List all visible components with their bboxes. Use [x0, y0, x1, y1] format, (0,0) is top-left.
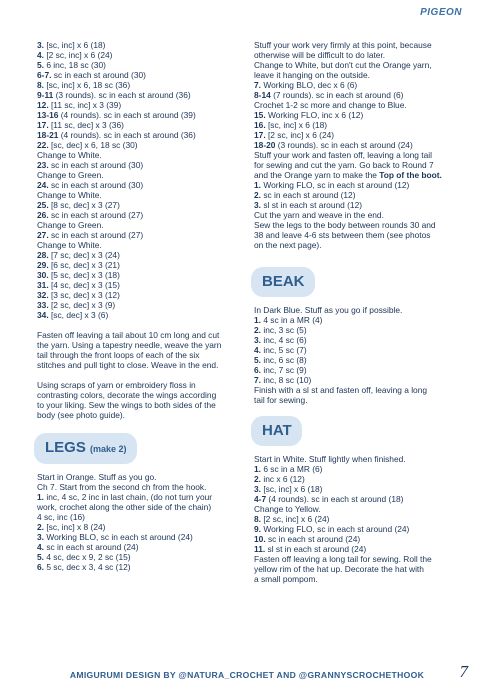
- round-number: 31.: [37, 280, 49, 290]
- round-text: (4 rounds). sc in each st around (39): [58, 110, 196, 120]
- round-text: Start in Orange. Stuff as you go.: [37, 472, 157, 482]
- instruction-line: [254, 484, 459, 494]
- left-column: [37, 40, 240, 572]
- round-text: sc in each st around (24): [265, 534, 361, 544]
- legs-heading: [34, 433, 137, 464]
- round-text: [11 sc, dec] x 3 (36): [48, 120, 124, 130]
- round-number: 27.: [37, 230, 49, 240]
- instruction-line: [37, 280, 240, 290]
- round-number: 16.: [254, 120, 266, 130]
- instruction-line: [37, 160, 240, 170]
- instruction-line: [254, 494, 459, 504]
- round-number: 10.: [254, 534, 266, 544]
- instruction-line: [37, 310, 240, 320]
- round-text: sl st in each st around (24): [265, 544, 367, 554]
- round-text: inc, 3 sc (5): [261, 325, 307, 335]
- round-text: [sc, inc] x 6 (18): [265, 120, 328, 130]
- instruction-line: [254, 524, 459, 534]
- round-number: 29.: [37, 260, 49, 270]
- round-text: Sew the legs to the body between rounds 30 and: [254, 220, 436, 230]
- instruction-line: [37, 260, 240, 270]
- instruction-line: [254, 230, 459, 240]
- round-text: [2 sc, inc] x 6 (24): [261, 514, 330, 524]
- round-text: Change to Green.: [37, 220, 104, 230]
- round-number: 7.: [254, 375, 261, 385]
- round-number: 8-14: [254, 90, 271, 100]
- instruction-line: [37, 562, 240, 572]
- round-number: 4.: [37, 50, 44, 60]
- instruction-line: [254, 70, 459, 80]
- round-text: sl st in each st around (12): [261, 200, 363, 210]
- round-text: Stuff your work very firmly at this point, because: [254, 40, 432, 50]
- instruction-line: [37, 482, 240, 492]
- instruction-line: [37, 270, 240, 280]
- instruction-line: [254, 544, 459, 554]
- round-text: [8 sc, dec] x 3 (27): [48, 200, 120, 210]
- round-number: 3.: [254, 335, 261, 345]
- round-number: 3.: [37, 40, 44, 50]
- instruction-line: [254, 574, 459, 584]
- round-text: [2 sc, inc] x 6 (24): [265, 130, 335, 140]
- right-column: [254, 40, 459, 584]
- round-text: Cut the yarn and weave in the end.: [254, 210, 384, 220]
- round-text: Change to Yellow.: [254, 504, 321, 514]
- legs-title: LEGS: [45, 439, 86, 456]
- instruction-line: [254, 220, 459, 230]
- round-text: inc, 5 sc (7): [261, 345, 307, 355]
- round-number: 6.: [37, 562, 44, 572]
- round-text: 6 sc in a MR (6): [261, 464, 323, 474]
- instruction-line: [254, 305, 459, 315]
- round-text: inc, 4 sc, 2 inc in last chain, (do not turn your: [44, 492, 213, 502]
- instruction-line: [37, 250, 240, 260]
- round-text: [sc, inc] x 6, 18 sc (36): [44, 80, 131, 90]
- instruction-line: [254, 335, 459, 345]
- instruction-line: [254, 180, 459, 190]
- round-text: [2 sc, inc] x 6 (24): [44, 50, 113, 60]
- round-text: Crochet 1-2 sc more and change to Blue.: [254, 100, 407, 110]
- round-number: 8.: [254, 514, 261, 524]
- round-number: 1.: [254, 315, 261, 325]
- round-text: [2 sc, dec] x 3 (9): [48, 300, 116, 310]
- instruction-line: [254, 130, 459, 140]
- round-text: In Dark Blue. Stuff as you go if possible.: [254, 305, 403, 315]
- instruction-line: [254, 345, 459, 355]
- round-text: yellow rim of the hat up. Decorate the hat with: [254, 564, 424, 574]
- round-text: Working FLO, sc in each st around (12): [261, 180, 410, 190]
- round-text: (7 rounds). sc in each st around (6): [270, 90, 404, 100]
- round-number: 6.: [254, 365, 261, 375]
- footer-credit: AMIGURUMI DESIGN BY @NATURA_CROCHET AND @GRANNYSCROCHETHOOK: [69, 670, 425, 680]
- round-text: [7 sc, dec] x 3 (24): [48, 250, 120, 260]
- round-text: Change to Green.: [37, 170, 104, 180]
- instruction-line: [37, 502, 240, 512]
- instruction-line: [254, 40, 459, 50]
- wings-paragraph: [37, 380, 240, 420]
- round-text: Ch 7. Start from the second ch from the hook.: [37, 482, 207, 492]
- round-number: 26.: [37, 210, 49, 220]
- round-text: Working FLO, sc in each st around (24): [261, 524, 410, 534]
- instruction-line: [254, 474, 459, 484]
- instruction-line: [37, 552, 240, 562]
- instruction-line: [254, 170, 459, 180]
- round-number: 12.: [37, 100, 49, 110]
- round-number: 2.: [37, 522, 44, 532]
- instruction-line: [254, 375, 459, 385]
- round-text: [5 sc, dec] x 3 (18): [48, 270, 120, 280]
- legs-continued: [254, 40, 459, 250]
- round-number: 2.: [254, 325, 261, 335]
- round-text: [sc, inc] x 6 (18): [261, 484, 323, 494]
- round-number: 23.: [37, 160, 49, 170]
- round-text: Change to White, but don't cut the Orange yarn,: [254, 60, 432, 70]
- instruction-line: [254, 160, 459, 170]
- instruction-line: Fasten off leaving a tail about 10 cm long and cut: [37, 330, 220, 340]
- instruction-line: [37, 150, 240, 160]
- instruction-line: Using scraps of yarn or embroidery floss in: [37, 380, 196, 390]
- round-text: inc, 7 sc (9): [261, 365, 307, 375]
- round-text: 4 sc in a MR (4): [261, 315, 323, 325]
- round-text: for sewing and cut the yarn. Go back to Round 7: [254, 160, 434, 170]
- round-number: 18-20: [254, 140, 276, 150]
- round-text: sc in each st around (30): [48, 160, 144, 170]
- instruction-line: [254, 120, 459, 130]
- round-text: [4 sc, dec] x 3 (15): [48, 280, 120, 290]
- instruction-line: [37, 512, 240, 522]
- round-number: 2.: [254, 190, 261, 200]
- round-text: sc in each st around (27): [48, 230, 144, 240]
- instruction-line: [254, 190, 459, 200]
- instruction-line: [37, 60, 240, 70]
- instruction-line: [254, 365, 459, 375]
- round-number: 5.: [37, 552, 44, 562]
- instruction-line: [37, 170, 240, 180]
- round-number: 9-11: [37, 90, 54, 100]
- round-text: Fasten off leaving a long tail for sewing. Roll the: [254, 554, 432, 564]
- instruction-line: tail through the front loops of each of the six: [37, 350, 200, 360]
- round-number: 3.: [37, 532, 44, 542]
- instruction-line: [254, 90, 459, 100]
- round-number: 13-16: [37, 110, 59, 120]
- instruction-line: [254, 564, 459, 574]
- beak-instructions: [254, 305, 459, 405]
- round-text: Finish with a sl st and fasten off, leaving a long: [254, 385, 428, 395]
- round-text: [sc, dec] x 6, 18 sc (30): [48, 140, 138, 150]
- round-number: 3.: [254, 484, 261, 494]
- round-number: 18-21: [37, 130, 59, 140]
- instruction-line: [254, 50, 459, 60]
- legs-instructions: [37, 472, 240, 572]
- instruction-line: [254, 110, 459, 120]
- instruction-line: [37, 190, 240, 200]
- round-text: sc in each st around (24): [44, 542, 139, 552]
- round-text: Change to White.: [37, 190, 102, 200]
- round-number: 11.: [254, 544, 266, 554]
- round-text: Stuff your work and fasten off, leaving a long tail: [254, 150, 433, 160]
- instruction-line: [37, 522, 240, 532]
- instruction-line: [37, 120, 240, 130]
- instruction-line: [254, 60, 459, 70]
- instruction-line: [37, 532, 240, 542]
- instruction-line: [37, 492, 240, 502]
- instruction-line: [254, 514, 459, 524]
- instruction-line: [37, 70, 240, 80]
- instruction-line: [254, 200, 459, 210]
- round-text: leave it hanging on the outside.: [254, 70, 370, 80]
- round-number: 32.: [37, 290, 49, 300]
- round-number: 7.: [254, 80, 261, 90]
- round-number: 30.: [37, 270, 49, 280]
- round-number: 22.: [37, 140, 49, 150]
- instruction-line: [37, 40, 240, 50]
- top-of-boot-label: Top of the boot.: [379, 170, 442, 180]
- instruction-line: [37, 472, 240, 482]
- round-number: 9.: [254, 524, 261, 534]
- instruction-line: [254, 554, 459, 564]
- instruction-line: [254, 140, 459, 150]
- instruction-line: [37, 290, 240, 300]
- round-text: [sc, inc] x 8 (24): [44, 522, 106, 532]
- round-text: sc in each st around (12): [261, 190, 356, 200]
- round-text: sc in each st around (27): [48, 210, 144, 220]
- round-text: work, crochet along the other side of the chain): [37, 502, 212, 512]
- instruction-line: [37, 180, 240, 190]
- round-text: Change to White.: [37, 150, 102, 160]
- round-text: [3 sc, dec] x 3 (12): [48, 290, 120, 300]
- round-text: on the next page).: [254, 240, 322, 250]
- round-number: 15.: [254, 110, 266, 120]
- hat-heading: [251, 416, 302, 446]
- round-text: Working BLO, dec x 6 (6): [261, 80, 358, 90]
- round-text: inc, 4 sc (6): [261, 335, 307, 345]
- round-number: 4-7: [254, 494, 267, 504]
- instruction-line: [254, 100, 459, 110]
- round-number: 4.: [254, 345, 261, 355]
- instruction-line: [37, 140, 240, 150]
- instruction-line: [254, 395, 459, 405]
- round-number: 8.: [37, 80, 44, 90]
- round-number: 1.: [37, 492, 44, 502]
- round-text: (4 rounds). sc in each st around (36): [58, 130, 196, 140]
- body-rounds-list: [37, 40, 240, 320]
- instruction-line: [254, 315, 459, 325]
- instruction-line: [254, 385, 459, 395]
- round-number: 33.: [37, 300, 49, 310]
- header-title: PIGEON: [420, 7, 462, 18]
- round-text: [sc, dec] x 3 (6): [48, 310, 109, 320]
- instruction-line: [254, 454, 459, 464]
- round-text: tail for sewing.: [254, 395, 308, 405]
- round-number: 2.: [254, 474, 261, 484]
- instruction-line: the yarn. Using a tapestry needle, weave the yarn: [37, 340, 222, 350]
- instruction-line: stitches and pull tight to close. Weave in the end.: [37, 360, 219, 370]
- round-text: sc in each st around (30): [51, 70, 146, 80]
- round-text: Start in White. Stuff lightly when finished.: [254, 454, 406, 464]
- round-number: 5.: [254, 355, 261, 365]
- round-text: Working BLO, sc in each st around (24): [44, 532, 193, 542]
- round-text: (4 rounds). sc in each st around (18): [266, 494, 404, 504]
- instruction-line: [37, 210, 240, 220]
- instruction-line: [37, 80, 240, 90]
- beak-title: BEAK: [262, 273, 305, 290]
- instruction-line: [37, 300, 240, 310]
- instruction-line: body (see photo guide).: [37, 410, 125, 420]
- round-number: 4.: [37, 542, 44, 552]
- round-text: Working FLO, inc x 6 (12): [265, 110, 364, 120]
- round-number: 34.: [37, 310, 49, 320]
- round-number: 17.: [254, 130, 266, 140]
- round-text: inc, 6 sc (8): [261, 355, 307, 365]
- round-text: 6 inc, 18 sc (30): [44, 60, 106, 70]
- instruction-line: [37, 220, 240, 230]
- fasten-off-paragraph: [37, 330, 240, 370]
- round-number: 24.: [37, 180, 49, 190]
- round-text: 4 sc, inc (16): [37, 512, 85, 522]
- instruction-line: [37, 230, 240, 240]
- instruction-line: [37, 90, 240, 100]
- round-text: (3 rounds). sc in each st around (36): [53, 90, 191, 100]
- round-text: inc, 8 sc (10): [261, 375, 312, 385]
- instruction-line: [254, 464, 459, 474]
- instruction-line: [37, 200, 240, 210]
- page-number: 7: [459, 662, 468, 681]
- round-number: 17.: [37, 120, 49, 130]
- hat-instructions: [254, 454, 459, 584]
- round-number: 1.: [254, 180, 261, 190]
- instruction-line: [254, 504, 459, 514]
- hat-title: HAT: [262, 422, 292, 439]
- round-number: 5.: [37, 60, 44, 70]
- round-text: 4 sc, dec x 9, 2 sc (15): [44, 552, 131, 562]
- instruction-line: [37, 240, 240, 250]
- instruction-line: [254, 325, 459, 335]
- round-text: (3 rounds). sc in each st around (24): [275, 140, 413, 150]
- instruction-line: contrasting colors, decorate the wings according: [37, 390, 217, 400]
- round-text: Change to White.: [37, 240, 102, 250]
- round-text: otherwise will be difficult to do later.: [254, 50, 386, 60]
- instruction-line: [254, 80, 459, 90]
- instruction-line: [37, 100, 240, 110]
- round-text: 38 and leave 4-6 sts between them (see photos: [254, 230, 431, 240]
- instruction-line: [37, 50, 240, 60]
- round-number: 25.: [37, 200, 49, 210]
- instruction-line: [254, 355, 459, 365]
- instruction-line: [37, 110, 240, 120]
- round-text: a small pompom.: [254, 574, 318, 584]
- round-text: 5 sc, dec x 3, 4 sc (12): [44, 562, 131, 572]
- instruction-line: [254, 150, 459, 160]
- instruction-line: [254, 534, 459, 544]
- round-text: inc x 6 (12): [261, 474, 305, 484]
- round-number: 3.: [254, 200, 261, 210]
- round-text: and the Orange yarn to make the: [254, 170, 380, 180]
- round-number: 1.: [254, 464, 261, 474]
- round-text: [sc, inc] x 6 (18): [44, 40, 106, 50]
- round-text: sc in each st around (30): [48, 180, 144, 190]
- legs-subtitle: (make 2): [90, 444, 127, 454]
- instruction-line: [37, 542, 240, 552]
- instruction-line: [37, 130, 240, 140]
- round-number: 28.: [37, 250, 49, 260]
- round-text: [11 sc, inc] x 3 (39): [48, 100, 122, 110]
- beak-heading: [251, 267, 315, 297]
- instruction-line: [254, 210, 459, 220]
- round-text: [6 sc, dec] x 3 (21): [48, 260, 120, 270]
- instruction-line: [254, 240, 459, 250]
- instruction-line: to your liking. Sew the wings to both sides of the: [37, 400, 216, 410]
- round-number: 6-7.: [37, 70, 52, 80]
